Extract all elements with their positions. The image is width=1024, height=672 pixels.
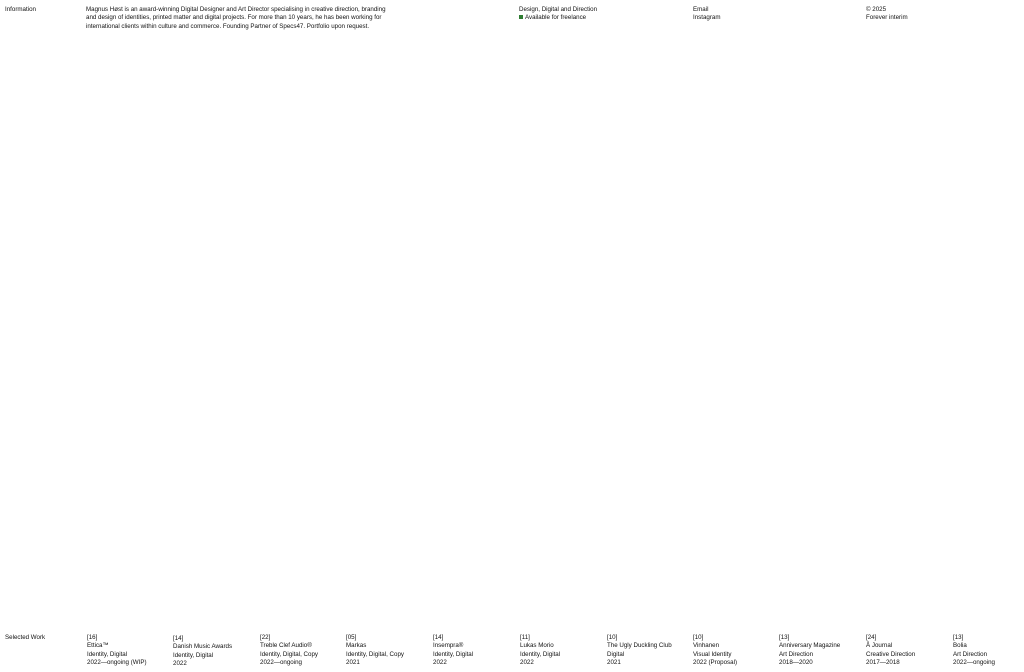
work-item-year: 2022—ongoing bbox=[260, 659, 302, 667]
bio-line: Magnus Høst is an award-winning Digital Designer and Art Director specialising in creative direction, branding bbox=[86, 6, 386, 13]
work-item-year: 2022—ongoing (WIP) bbox=[87, 659, 147, 667]
work-item-title: Markas bbox=[346, 642, 367, 650]
work-item-tags: Identity, Digital bbox=[87, 650, 128, 658]
work-item-year: 2022 bbox=[173, 660, 187, 668]
bio-text bbox=[86, 6, 421, 31]
work-item-year: 2021 bbox=[607, 659, 621, 667]
work-item-title: Treble Clef Audio® bbox=[260, 642, 312, 650]
work-item-count: [13] bbox=[953, 634, 964, 641]
work-item-tags: Creative Direction bbox=[866, 650, 916, 658]
work-item-markas[interactable] bbox=[346, 634, 430, 668]
availability-status bbox=[519, 14, 597, 22]
work-item-year: 2017—2018 bbox=[866, 659, 900, 667]
work-item-ettica[interactable] bbox=[87, 634, 171, 668]
work-item-title: Danish Music Awards bbox=[173, 643, 233, 651]
work-item-tags: Identity, Digital bbox=[520, 650, 561, 658]
work-item-title: Bolia bbox=[953, 642, 967, 650]
work-item-title: Å Journal bbox=[866, 642, 893, 650]
selected-work bbox=[0, 632, 1024, 672]
work-item-title: Vinhanen bbox=[693, 642, 720, 650]
work-item-ugly-duckling-club[interactable] bbox=[607, 634, 691, 668]
work-item-tags: Art Direction bbox=[953, 650, 988, 658]
work-item-year: 2022—ongoing bbox=[953, 659, 995, 667]
work-item-treble-clef-audio[interactable] bbox=[260, 634, 344, 668]
work-item-tags: Art Direction bbox=[779, 650, 814, 658]
work-item-tags: Identity, Digital, Copy bbox=[346, 650, 405, 658]
work-item-tags: Digital bbox=[607, 650, 625, 658]
site-header bbox=[0, 0, 1024, 40]
copyright-block bbox=[866, 6, 908, 23]
work-item-count: [16] bbox=[87, 634, 98, 641]
work-item-year: 2022 (Proposal) bbox=[693, 659, 738, 667]
work-item-count: [24] bbox=[866, 634, 877, 641]
work-item-anniversary-magazine[interactable] bbox=[779, 634, 863, 668]
work-item-lukas-morio[interactable] bbox=[520, 634, 604, 668]
work-item-year: 2021 bbox=[346, 659, 360, 667]
work-item-title: Ettica™ bbox=[87, 642, 109, 650]
work-item-year: 2018—2020 bbox=[779, 659, 813, 667]
work-item-a-journal[interactable] bbox=[866, 634, 950, 668]
availability-text: Available for freelance bbox=[525, 14, 587, 22]
selected-work-label: Selected Work bbox=[5, 634, 46, 641]
information-label-text: Information bbox=[5, 6, 36, 13]
work-item-vinhanen[interactable] bbox=[693, 634, 777, 668]
work-item-count: [22] bbox=[260, 634, 271, 641]
work-item-tags: Identity, Digital bbox=[433, 650, 474, 658]
work-item-title: The Ugly Duckling Club bbox=[607, 642, 672, 650]
work-item-bolia[interactable] bbox=[953, 634, 1019, 668]
work-item-title: Lukas Morio bbox=[520, 642, 554, 650]
bio-line: and design of identities, printed matter and digital projects. For more than 10 years, he has been working for bbox=[86, 14, 382, 22]
contact-links bbox=[693, 6, 721, 23]
work-item-count: [11] bbox=[520, 634, 530, 641]
services-block bbox=[519, 6, 597, 23]
copyright-text: © 2025 bbox=[866, 6, 887, 13]
tagline-text: Forever interim bbox=[866, 14, 908, 22]
work-item-title: Insempra® bbox=[433, 642, 464, 650]
work-item-danish-music-awards[interactable] bbox=[173, 635, 257, 669]
work-item-count: [05] bbox=[346, 634, 357, 641]
bio-line: international clients within culture and commerce. Founding Partner of Specs47. Portfolio upon request. bbox=[86, 22, 370, 30]
work-item-tags: Identity, Digital bbox=[173, 651, 214, 659]
work-item-insempra[interactable] bbox=[433, 634, 517, 668]
work-item-year: 2022 bbox=[433, 659, 447, 667]
work-item-tags: Identity, Digital, Copy bbox=[260, 650, 319, 658]
work-item-tags: Visual Identity bbox=[693, 650, 732, 658]
email-link[interactable]: Email bbox=[693, 6, 709, 13]
work-item-count: [13] bbox=[779, 634, 790, 641]
work-item-year: 2022 bbox=[520, 659, 534, 667]
instagram-link[interactable]: Instagram bbox=[693, 14, 721, 22]
services-text: Design, Digital and Direction bbox=[519, 6, 598, 13]
work-item-count: [10] bbox=[607, 634, 618, 641]
information-label bbox=[5, 6, 36, 14]
status-dot-icon bbox=[519, 15, 523, 19]
work-item-title: Anniversary Magazine bbox=[779, 642, 841, 650]
work-item-count: [14] bbox=[173, 635, 184, 642]
work-item-count: [10] bbox=[693, 634, 704, 641]
work-item-count: [14] bbox=[433, 634, 444, 641]
